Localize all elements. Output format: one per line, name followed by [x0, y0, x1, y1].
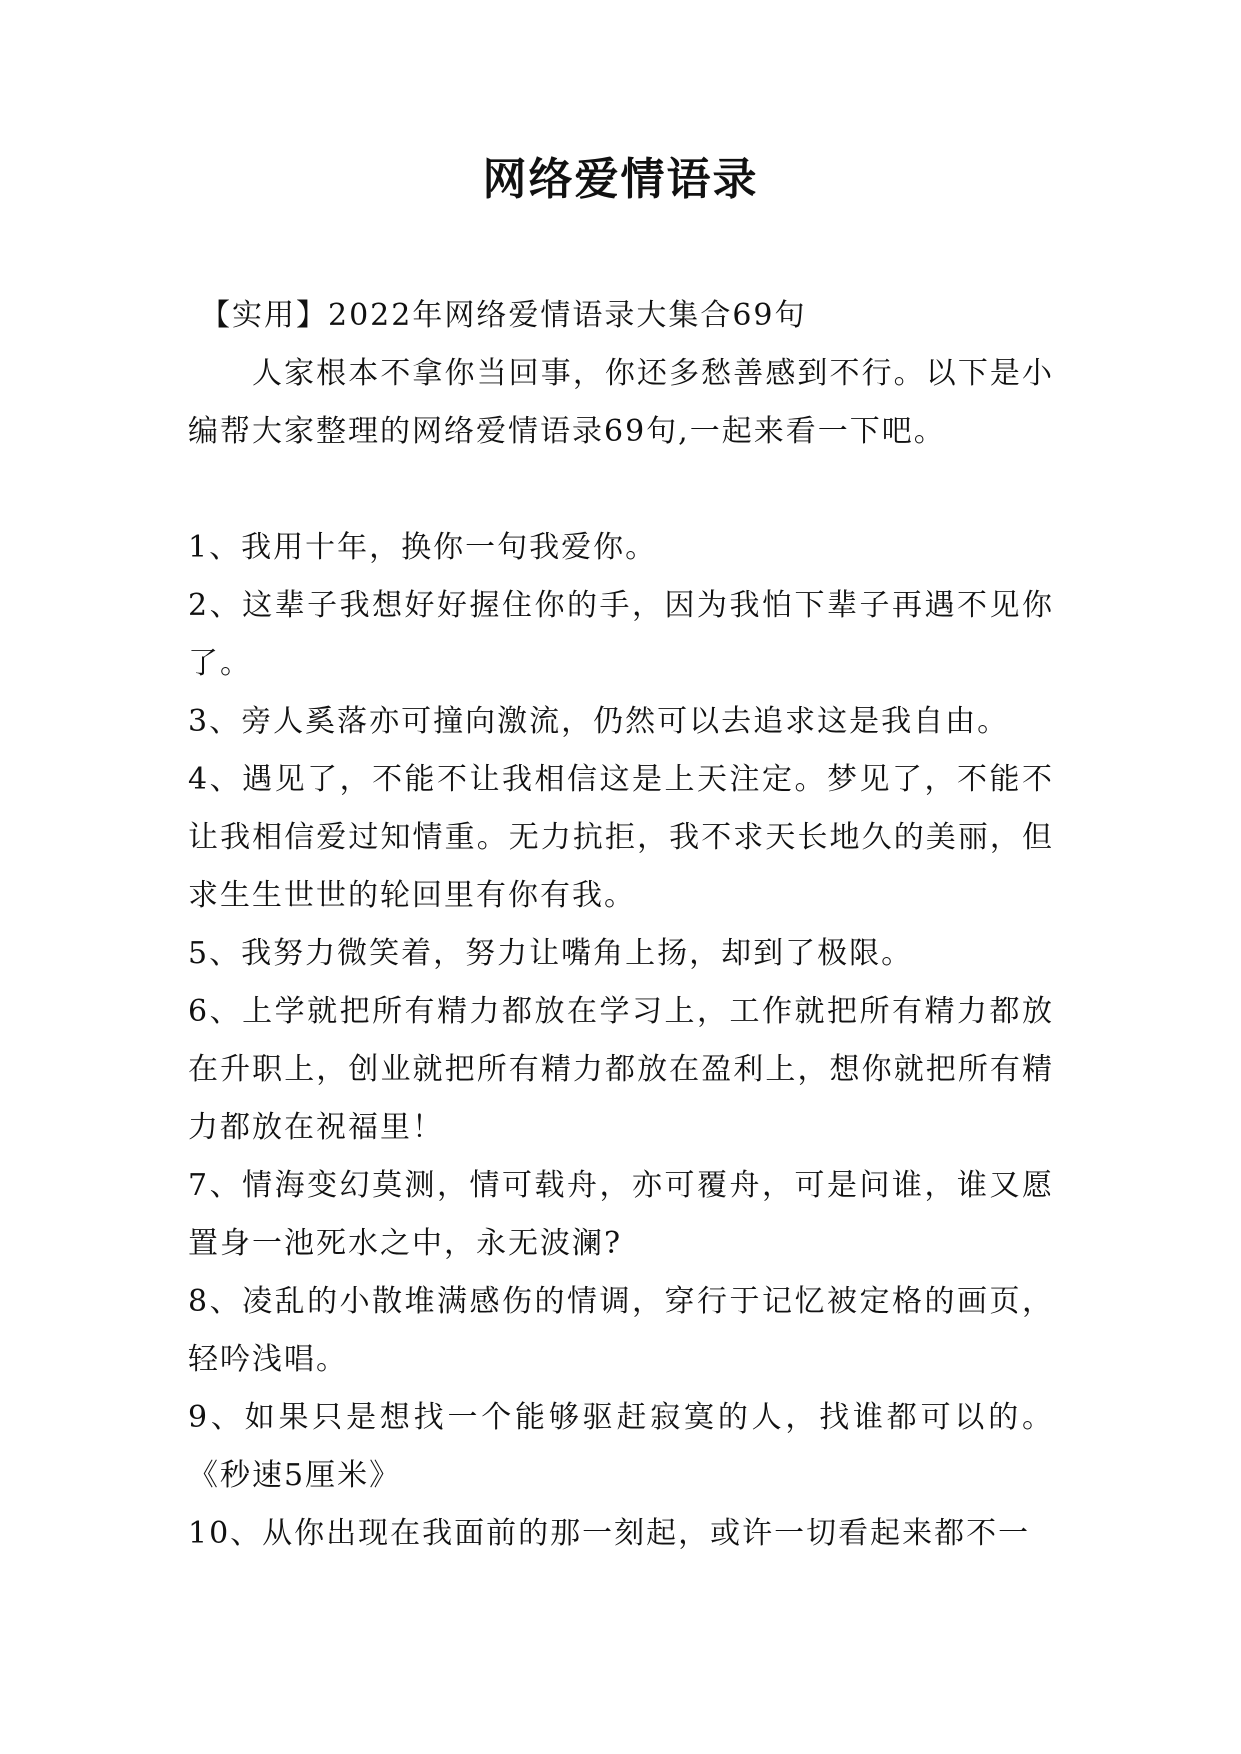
quote-item: 2、这辈子我想好好握住你的手，因为我怕下辈子再遇不见你了。 — [188, 588, 1054, 681]
quote-item: 4、遇见了，不能不让我相信这是上天注定。梦见了，不能不让我相信爱过知情重。无力抗拒，我不求天长地久的美丽，但求生生世世的轮回里有你有我。 — [188, 762, 1054, 913]
paragraph-spacer — [188, 461, 1054, 519]
quote-item: 8、凌乱的小散堆满感伤的情调，穿行于记忆被定格的画页，轻吟浅唱。 — [188, 1284, 1054, 1377]
quote-item: 7、情海变幻莫测，情可载舟，亦可覆舟，可是问谁，谁又愿置身一池死水之中，永无波澜? — [188, 1168, 1054, 1261]
intro-paragraph: 人家根本不拿你当回事，你还多愁善感到不行。以下是小编帮大家整理的网络爱情语录69句,一起来看一下吧。 — [188, 356, 1054, 449]
document-body — [188, 287, 1054, 1563]
quote-item: 10、从你出现在我面前的那一刻起，或许一切看起来都不一 — [188, 1516, 1031, 1551]
document-subtitle: 【实用】2022年网络爱情语录大集合69句 — [200, 298, 807, 333]
quote-item: 5、我努力微笑着，努力让嘴角上扬，却到了极限。 — [188, 936, 914, 971]
quote-item: 9、如果只是想找一个能够驱赶寂寞的人，找谁都可以的。《秒速5厘米》 — [188, 1400, 1054, 1493]
quote-item: 6、上学就把所有精力都放在学习上，工作就把所有精力都放在升职上，创业就把所有精力都放在盈利上，想你就把所有精力都放在祝福里！ — [188, 994, 1054, 1145]
quote-item: 3、旁人奚落亦可撞向激流，仍然可以去追求这是我自由。 — [188, 704, 1010, 739]
document-title: 网络爱情语录 — [482, 154, 759, 205]
quote-list — [188, 519, 1054, 1563]
quote-item: 1、我用十年，换你一句我爱你。 — [188, 530, 658, 565]
